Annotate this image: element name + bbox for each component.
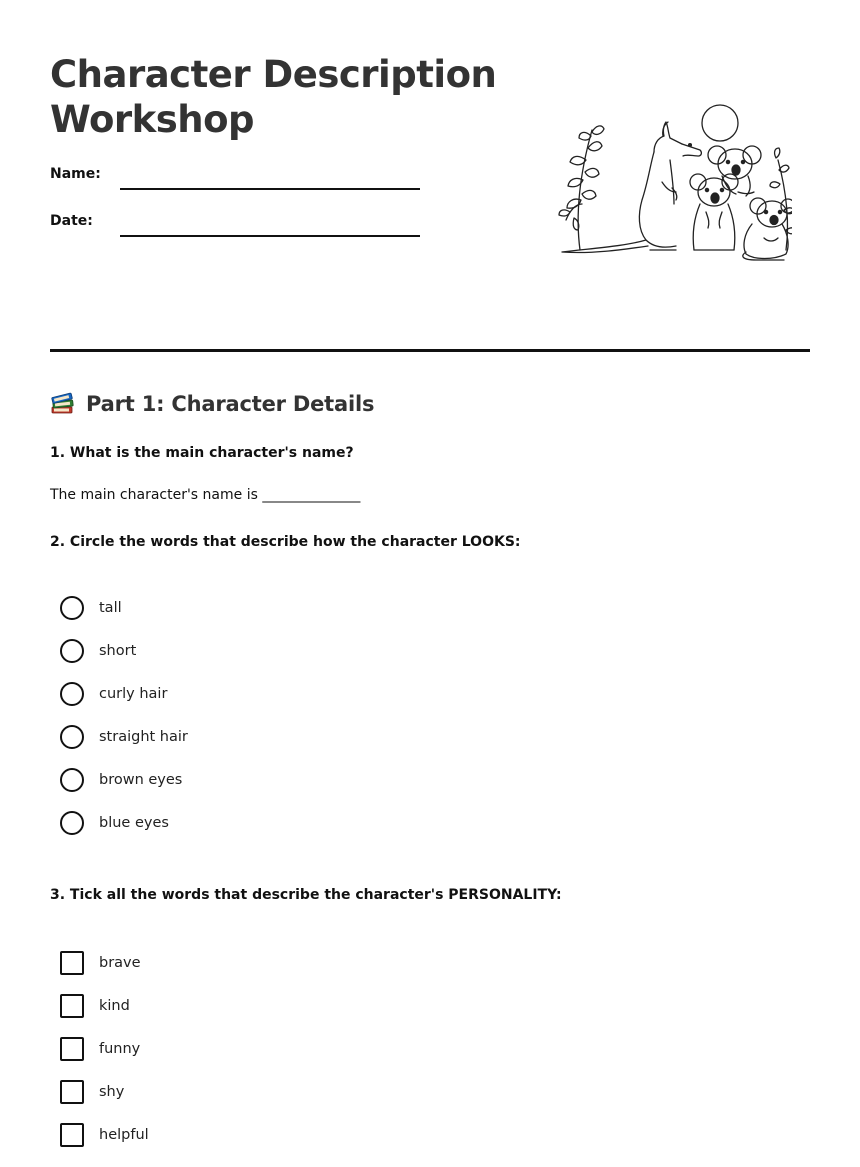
option-label: blue eyes <box>99 815 169 831</box>
circle-option-icon[interactable] <box>60 682 84 706</box>
part1-heading <box>50 388 374 420</box>
option-label: shy <box>99 1084 125 1100</box>
date-label: Date: <box>50 213 93 229</box>
personality-option-kind[interactable] <box>60 995 460 1038</box>
option-label: funny <box>99 1041 141 1057</box>
part1-title: Part 1: Character Details <box>86 392 375 416</box>
option-label: straight hair <box>99 729 188 745</box>
circle-option-icon[interactable] <box>60 639 84 663</box>
worksheet-page <box>50 0 810 1161</box>
option-label: brave <box>99 955 141 971</box>
question-3: 3. Tick all the words that describe the character's PERSONALITY: <box>50 887 562 903</box>
personality-option-funny[interactable] <box>60 1038 460 1081</box>
circle-option-icon[interactable] <box>60 768 84 792</box>
looks-option-short[interactable] <box>60 640 460 683</box>
checkbox-icon[interactable] <box>60 994 84 1018</box>
name-field[interactable] <box>120 188 420 190</box>
looks-option-curly-hair[interactable] <box>60 683 460 726</box>
looks-option-straight-hair[interactable] <box>60 726 460 769</box>
question-1: 1. What is the main character's name? <box>50 445 354 461</box>
checkbox-icon[interactable] <box>60 951 84 975</box>
option-label: curly hair <box>99 686 168 702</box>
page-title: Character Description Workshop <box>50 53 497 141</box>
books-icon <box>50 391 76 417</box>
option-label: brown eyes <box>99 772 183 788</box>
character-name-answer[interactable]: The main character's name is ______________ <box>50 487 361 503</box>
date-field-row <box>50 207 420 237</box>
option-label: short <box>99 643 137 659</box>
option-label: tall <box>99 600 122 616</box>
personality-options <box>60 952 460 1167</box>
checkbox-icon[interactable] <box>60 1123 84 1147</box>
checkbox-icon[interactable] <box>60 1037 84 1061</box>
looks-option-blue-eyes[interactable] <box>60 812 460 855</box>
section-divider <box>50 349 810 352</box>
option-label: kind <box>99 998 130 1014</box>
circle-option-icon[interactable] <box>60 596 84 620</box>
personality-option-shy[interactable] <box>60 1081 460 1124</box>
looks-options <box>60 597 460 855</box>
option-label: helpful <box>99 1127 149 1143</box>
date-field[interactable] <box>120 235 420 237</box>
circle-option-icon[interactable] <box>60 811 84 835</box>
looks-option-tall[interactable] <box>60 597 460 640</box>
checkbox-icon[interactable] <box>60 1080 84 1104</box>
name-field-row <box>50 160 420 190</box>
kangaroo-koala-drawing-icon <box>552 100 792 265</box>
question-2: 2. Circle the words that describe how the character LOOKS: <box>50 534 521 550</box>
looks-option-brown-eyes[interactable] <box>60 769 460 812</box>
personality-option-brave[interactable] <box>60 952 460 995</box>
name-label: Name: <box>50 166 101 182</box>
circle-option-icon[interactable] <box>60 725 84 749</box>
